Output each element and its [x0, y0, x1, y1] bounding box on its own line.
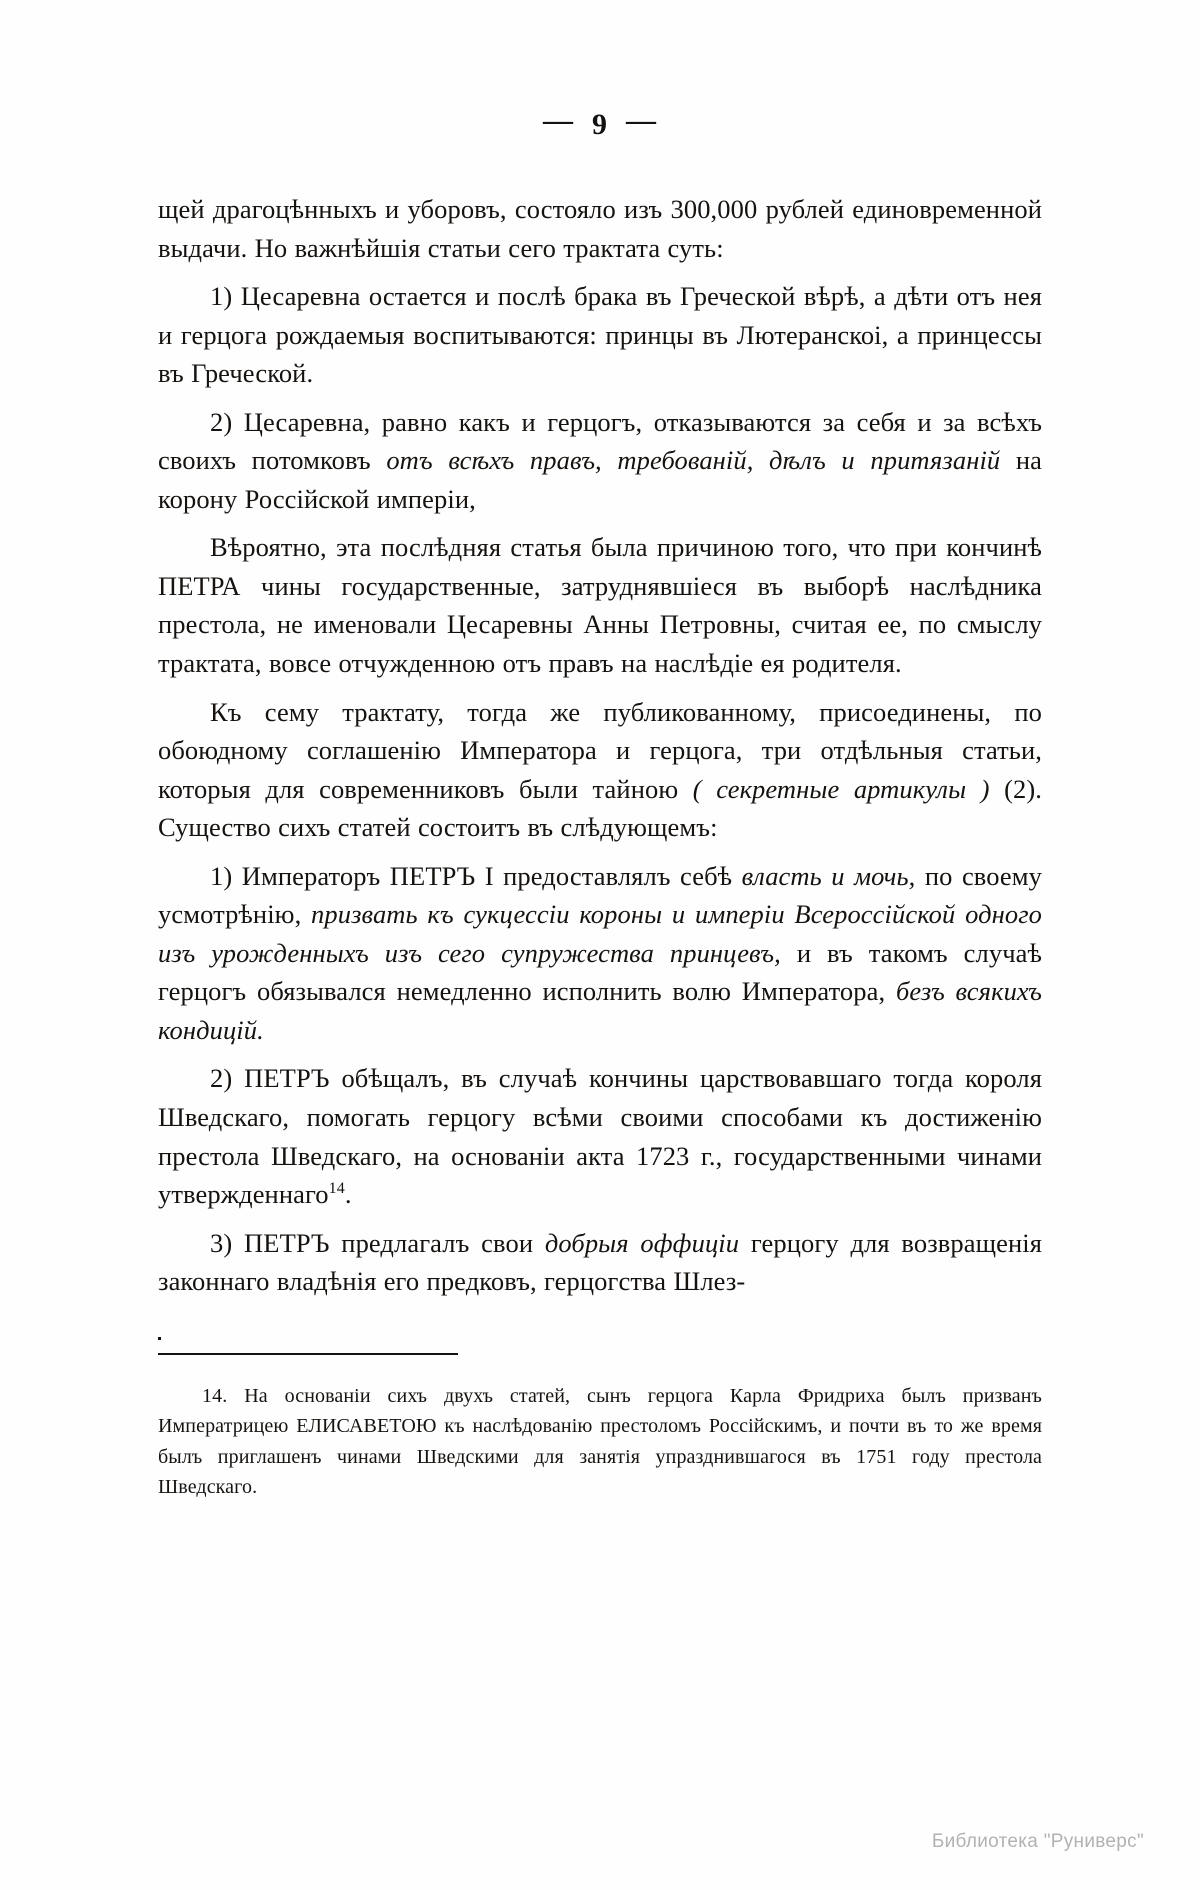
footnote-rule-line [158, 1353, 458, 1355]
paragraph-commentary: Вѣроятно, эта послѣдняя статья была причиною того, что при кончинѣ ПЕТРА чины государственные, затруднявшіеся въ выборѣ наслѣдника престола, не именовали Цесаревны Анны Петровны, считая ее, по смыслу трактата, вовсе отчужденною отъ правъ на наслѣдіе ея родителя. [158, 532, 1042, 679]
secret-2-tail: . [344, 1179, 352, 1210]
library-watermark: Библиотека "Руниверс" [931, 1831, 1144, 1852]
body-text [158, 190, 1042, 1301]
secret-3-tail: герцогу для возвращенія законнаго владѣнія его предковъ, герцогства Шлез- [158, 1227, 1042, 1297]
secret-3-head: 3) ПЕТРЪ предлагалъ свои [210, 1227, 545, 1258]
secret-intro-head: Къ сему трактату, тогда же публикованному, присоединены, по обоюдному соглашенію Императора и герцога, три отдѣльныя статьи, которыя для современниковъ были тайною [158, 696, 1042, 804]
article-2-tail: на корону Россійской имперіи, [158, 445, 1043, 514]
paragraph-article-1: 1) Цесаревна остается и послѣ брака въ Греческой вѣрѣ, а дѣти отъ нея и герцога рождаемыя воспитываются: принцы въ Лютеранскоі, а принцессы въ Греческой. [158, 281, 1042, 389]
page-content [158, 104, 1043, 1502]
footnote-separator [158, 1335, 1042, 1365]
footnote-marker-14[interactable]: 14 [328, 1180, 345, 1198]
footnote-number: 14. [202, 1384, 228, 1407]
secret-1-head: 1) Императоръ ПЕТРЪ I предоставлялъ себѣ [210, 860, 742, 891]
secret-1-italic-1: власть и мочь, [741, 860, 916, 891]
footnote-dot-mark [158, 1337, 161, 1340]
secret-1-mid-2: и въ такомъ случаѣ герцогъ обязывался немедленно исполнить волю Императора, [158, 937, 1042, 1007]
paragraph-continuation: щей драгоцѣнныхъ и уборовъ, состояло изъ 300,000 рублей единовременной выдачи. Но важнѣйшія статьи сего трактата суть: [158, 194, 1042, 263]
secret-3-italic: добрыя оффиціи [544, 1227, 740, 1258]
secret-1-mid-1: по своему усмотрѣнію, [158, 860, 1042, 930]
page-number-value: 9 [592, 108, 608, 141]
article-2-italic: отъ всѣхъ правъ, требованій, дѣлъ и притязаній [386, 445, 1001, 476]
page-number-dash-right: — [626, 104, 657, 137]
page-number-dash-left: — [543, 104, 574, 137]
secret-1-italic-3: безъ всякихъ кондицій. [158, 976, 1042, 1045]
paragraph-article-2 [158, 403, 1042, 519]
page-number [158, 104, 1042, 142]
paragraph-secret-article-3 [158, 1224, 1042, 1301]
secret-intro-tail: (2). Существо сихъ статей состоитъ въ слѣдующемъ: [158, 773, 1043, 843]
paragraph-secret-article-2 [158, 1059, 1042, 1213]
secret-2-text: 2) ПЕТРЪ обѣщалъ, въ случаѣ кончины царствовавшаго тогда короля Шведскаго, помогать герцогу всѣми своими способами къ достиженію престола Шведскаго, на основаніи акта 1723 г., государственными чинами утвержденнаго [158, 1063, 1042, 1210]
paragraph-secret-articles-intro [158, 693, 1042, 847]
secret-1-italic-2: призвать къ сукцессіи короны и имперіи Всероссійской одного изъ урожденныхъ изъ сего супружества принцевъ, [158, 899, 1042, 968]
article-2-head: 2) Цесаревна, равно какъ и герцогъ, отказываются за себя и за всѣхъ своихъ потомковъ [158, 406, 1042, 476]
footnote-text: На основаніи сихъ двухъ статей, сынъ герцога Карла Фридриха былъ призванъ Императрицею ЕЛИСАВЕТОЮ къ наслѣдованію престоломъ Россійскимъ, и почти въ то же время былъ приглашенъ чинами Шведскими для занятія упразднившагося въ 1751 году престола Шведскаго. [158, 1384, 1042, 1498]
footnote-14 [158, 1381, 1042, 1503]
paragraph-secret-article-1 [158, 857, 1042, 1050]
secret-intro-italic: ( секретные артикулы ) [692, 773, 990, 804]
